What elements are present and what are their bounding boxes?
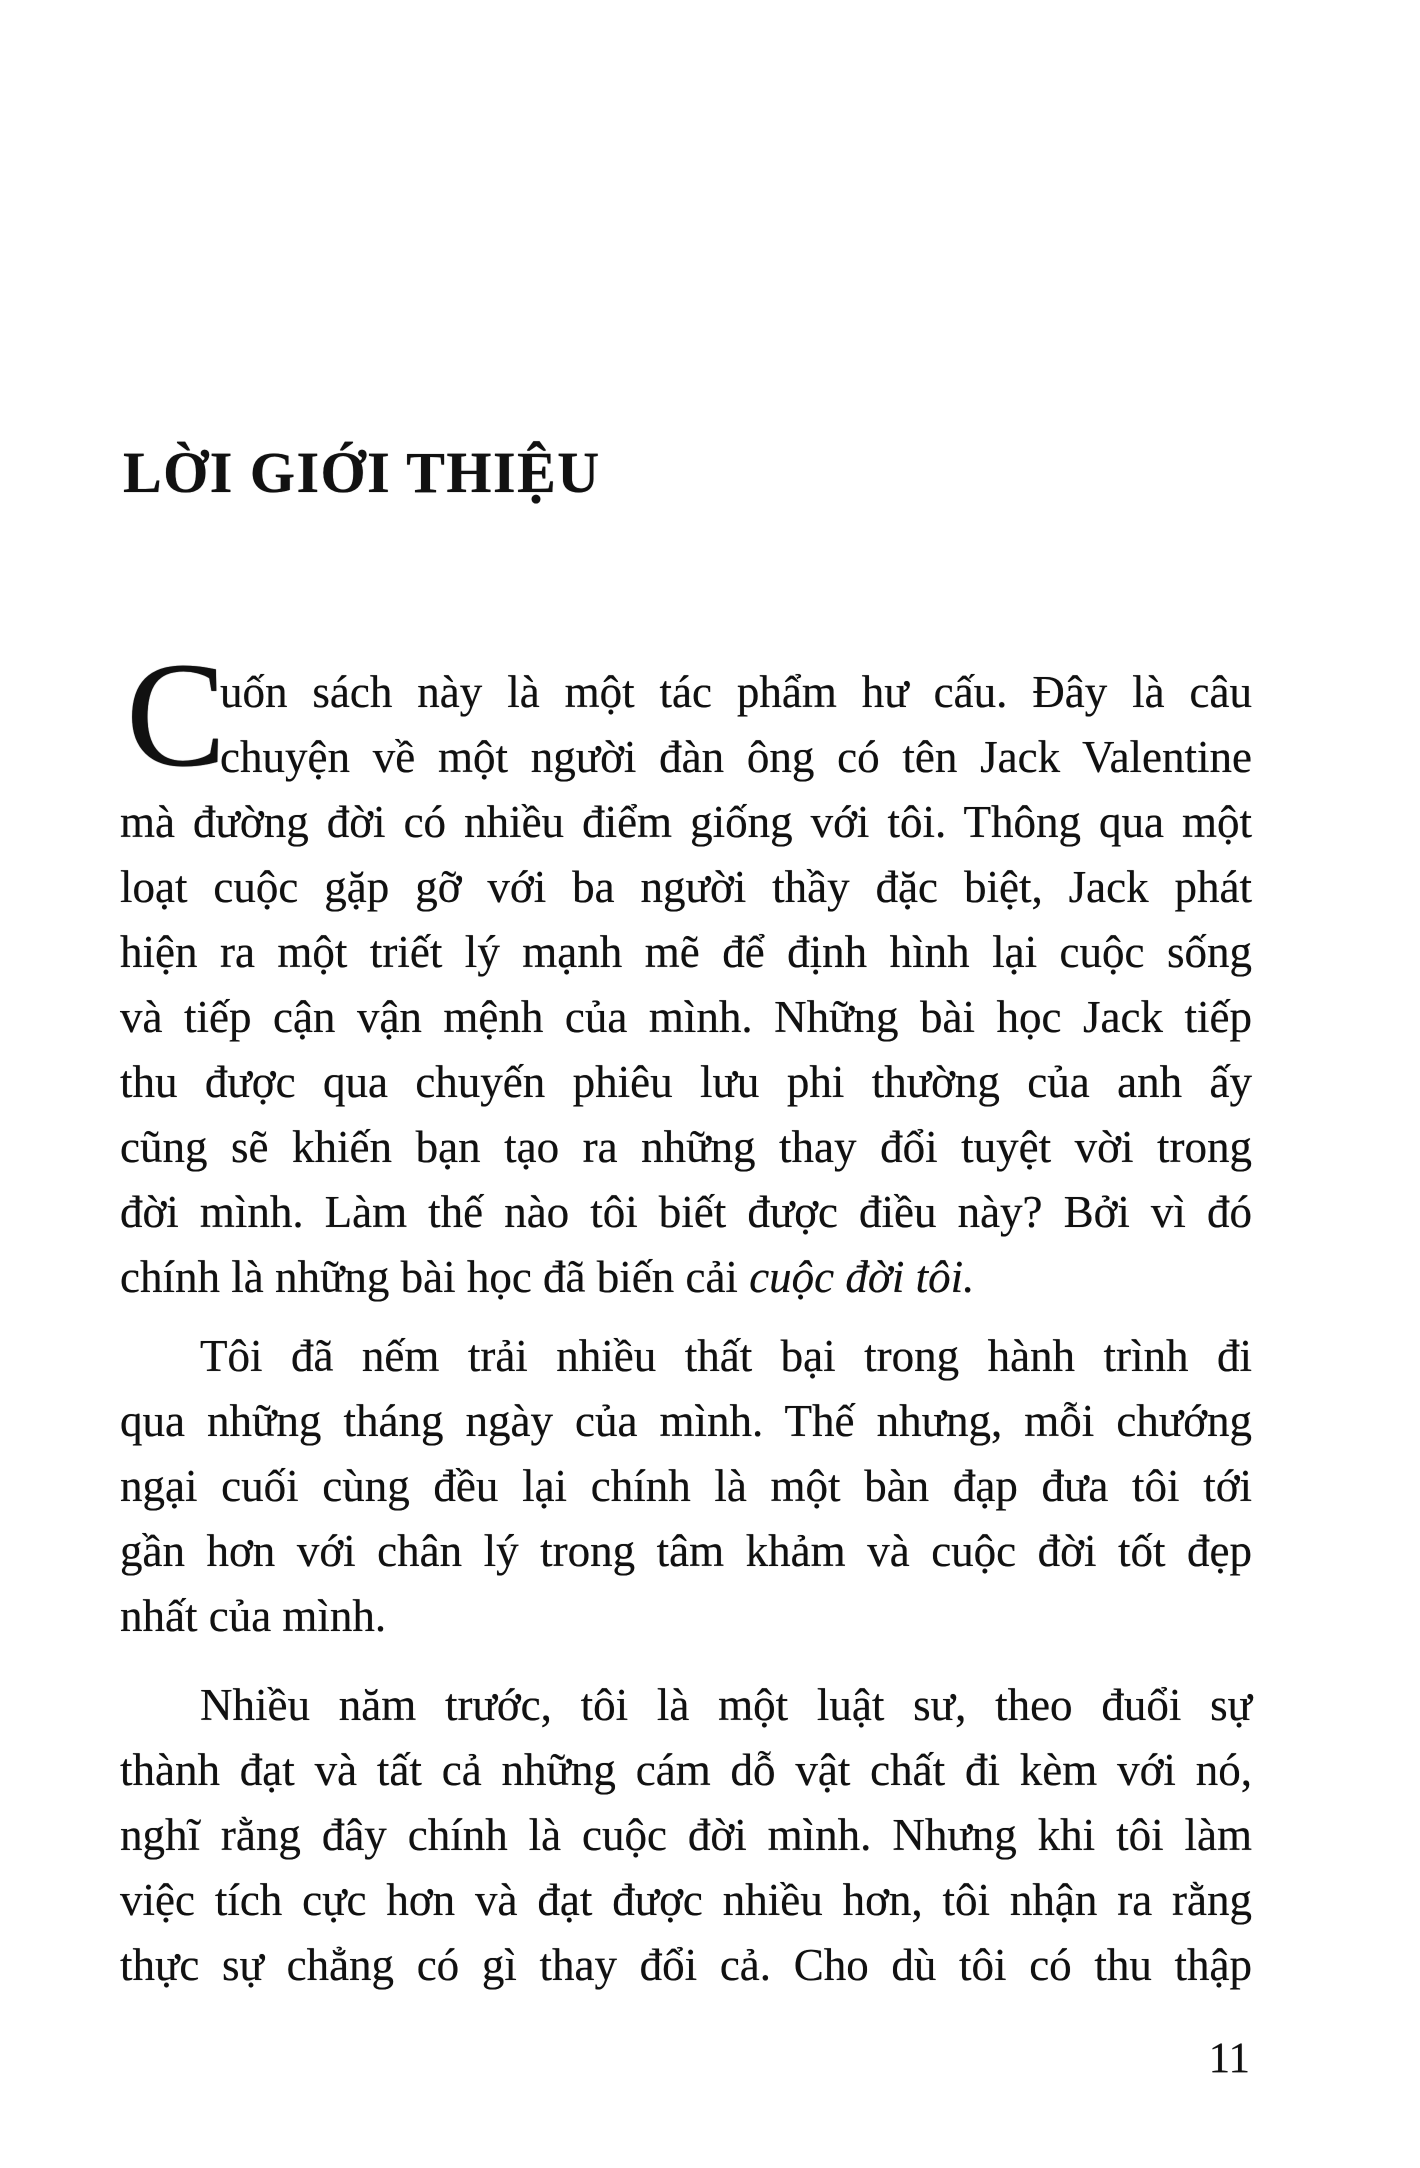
text-line (120, 1245, 1252, 1310)
text-segment: chính là những bài học đã biến cải (120, 1252, 750, 1302)
text-line: cũng sẽ khiến bạn tạo ra những thay đổi tuyệt vời trong (120, 1122, 1252, 1172)
text-line: chuyện về một người đàn ông có tên Jack Valentine (220, 732, 1252, 782)
text-line: nhất của mình. (120, 1591, 387, 1641)
text-line: và tiếp cận vận mệnh của mình. Những bài học Jack tiếp (120, 992, 1252, 1042)
text-line: Tôi đã nếm trải nhiều thất bại trong hành trình đi (200, 1331, 1252, 1381)
drop-cap: C (126, 632, 227, 798)
text-line: ngại cuối cùng đều lại chính là một bàn đạp đưa tôi tới (120, 1461, 1252, 1511)
text-line: loạt cuộc gặp gỡ với ba người thầy đặc biệt, Jack phát (120, 862, 1252, 912)
body-text (120, 632, 1252, 1998)
text-line: thành đạt và tất cả những cám dỗ vật chất đi kèm với nó, (120, 1745, 1252, 1795)
text-line: Nhiều năm trước, tôi là một luật sư, theo đuổi sự (200, 1680, 1252, 1730)
text-line: uốn sách này là một tác phẩm hư cấu. Đây là câu (220, 667, 1252, 717)
text-line: thực sự chẳng có gì thay đổi cả. Cho dù tôi có thu thập (120, 1940, 1252, 1990)
italic-phrase: cuộc đời tôi. (749, 1252, 975, 1302)
text-line: hiện ra một triết lý mạnh mẽ để định hình lại cuộc sống (120, 927, 1252, 977)
page-title: LỜI GIỚI THIỆU (123, 439, 601, 505)
text-line: mà đường đời có nhiều điểm giống với tôi. Thông qua một (120, 797, 1252, 847)
text-line: gần hơn với chân lý trong tâm khảm và cuộc đời tốt đẹp (120, 1526, 1252, 1576)
text-line: đời mình. Làm thế nào tôi biết được điều này? Bởi vì đó (120, 1187, 1252, 1237)
text-line: nghĩ rằng đây chính là cuộc đời mình. Nhưng khi tôi làm (120, 1810, 1252, 1860)
text-line: thu được qua chuyến phiêu lưu phi thường của anh ấy (120, 1057, 1252, 1107)
page-number: 11 (1208, 2035, 1250, 2082)
paragraph (120, 1673, 1252, 1998)
paragraph (120, 632, 1252, 1310)
text-line: việc tích cực hơn và đạt được nhiều hơn, tôi nhận ra rằng (120, 1875, 1252, 1925)
paragraph (120, 1324, 1252, 1649)
text-line: qua những tháng ngày của mình. Thế nhưng, mỗi chướng (120, 1396, 1252, 1446)
